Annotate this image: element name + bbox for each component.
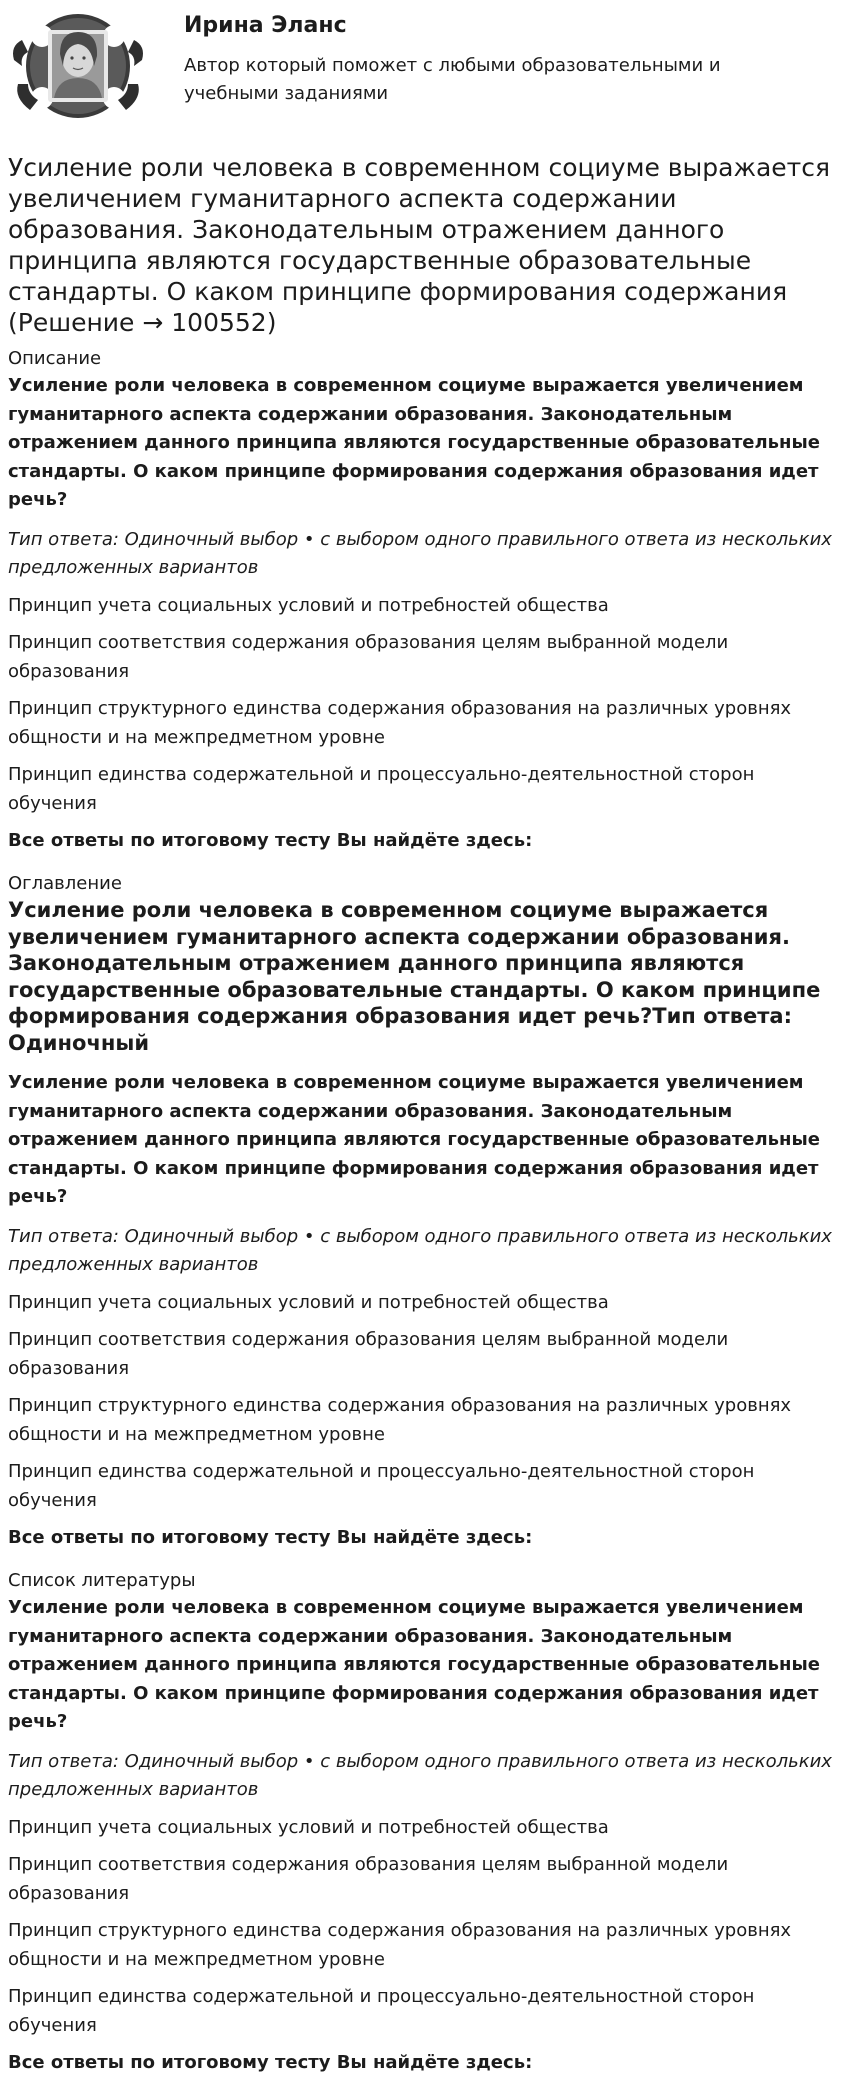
avatar[interactable]: [8, 6, 148, 126]
answer-option: Принцип единства содержательной и процессуально-деятельностной сторон обучения: [8, 1986, 755, 2036]
all-answers-note: Все ответы по итоговому тесту Вы найдёте здесь:: [8, 1527, 533, 1548]
page-title: Усиление роли человека в современном социуме выражается увеличением гуманитарного аспекта содержании образования. Законодательным отражением данного принципа являются государственные образовательные стандарты. О каком принципе формирования содержания (Решение → 100552): [8, 153, 831, 337]
contents-heading[interactable]: Усиление роли человека в современном социуме выражается увеличением гуманитарного аспекта содержании образования. Законодательным отражением данного принципа являются государственные образовательные стандарты. О каком принципе формирования содержания образования идет речь?Тип ответа: Одиночный: [8, 898, 821, 1055]
section-description: [8, 346, 839, 855]
answer-type: Тип ответа: Одиночный выбор • с выбором одного правильного ответа из нескольких предложенных вариантов: [8, 1225, 832, 1275]
answer-option: Принцип единства содержательной и процессуально-деятельностной сторон обучения: [8, 1461, 755, 1511]
section-contents: [8, 871, 839, 1552]
author-info: [184, 6, 804, 108]
author-description: Автор который поможет с любыми образовательными и учебными заданиями: [184, 55, 721, 104]
answer-option: Принцип учета социальных условий и потребностей общества: [8, 1816, 609, 1838]
film-reel-photo-icon: [8, 6, 148, 126]
answer-option: Принцип соответствия содержания образования целям выбранной модели образования: [8, 632, 729, 682]
answer-option: Принцип учета социальных условий и потребностей общества: [8, 594, 609, 616]
answer-option: Принцип учета социальных условий и потребностей общества: [8, 1291, 609, 1313]
section-label: Оглавление: [8, 873, 122, 894]
section-label: Описание: [8, 348, 102, 369]
section-label: Список литературы: [8, 1570, 196, 1591]
all-answers-note: Все ответы по итоговому тесту Вы найдёте здесь:: [8, 2052, 533, 2073]
section-bibliography: [8, 1568, 839, 2077]
answer-option: Принцип структурного единства содержания образования на различных уровнях общности и на межпредметном уровне: [8, 698, 792, 748]
question-text: Усиление роли человека в современном социуме выражается увеличением гуманитарного аспекта содержании образования. Законодательным отражением данного принципа являются государственные образовательные стандарты. О каком принципе формирования содержания образования идет речь?: [8, 375, 820, 510]
answer-option: Принцип структурного единства содержания образования на различных уровнях общности и на межпредметном уровне: [8, 1395, 792, 1445]
answer-option: Принцип структурного единства содержания образования на различных уровнях общности и на межпредметном уровне: [8, 1920, 792, 1970]
answer-type: Тип ответа: Одиночный выбор • с выбором одного правильного ответа из нескольких предложенных вариантов: [8, 1750, 832, 1800]
author-card: [8, 6, 839, 142]
author-name[interactable]: Ирина Эланс: [184, 13, 347, 38]
answer-option: Принцип соответствия содержания образования целям выбранной модели образования: [8, 1854, 729, 1904]
question-text: Усиление роли человека в современном социуме выражается увеличением гуманитарного аспекта содержании образования. Законодательным отражением данного принципа являются государственные образовательные стандарты. О каком принципе формирования содержания образования идет речь?: [8, 1072, 820, 1207]
answer-type: Тип ответа: Одиночный выбор • с выбором одного правильного ответа из нескольких предложенных вариантов: [8, 528, 832, 578]
question-text: Усиление роли человека в современном социуме выражается увеличением гуманитарного аспекта содержании образования. Законодательным отражением данного принципа являются государственные образовательные стандарты. О каком принципе формирования содержания образования идет речь?: [8, 1597, 820, 1732]
answer-option: Принцип единства содержательной и процессуально-деятельностной сторон обучения: [8, 764, 755, 814]
answer-option: Принцип соответствия содержания образования целям выбранной модели образования: [8, 1329, 729, 1379]
all-answers-note: Все ответы по итоговому тесту Вы найдёте здесь:: [8, 830, 533, 851]
